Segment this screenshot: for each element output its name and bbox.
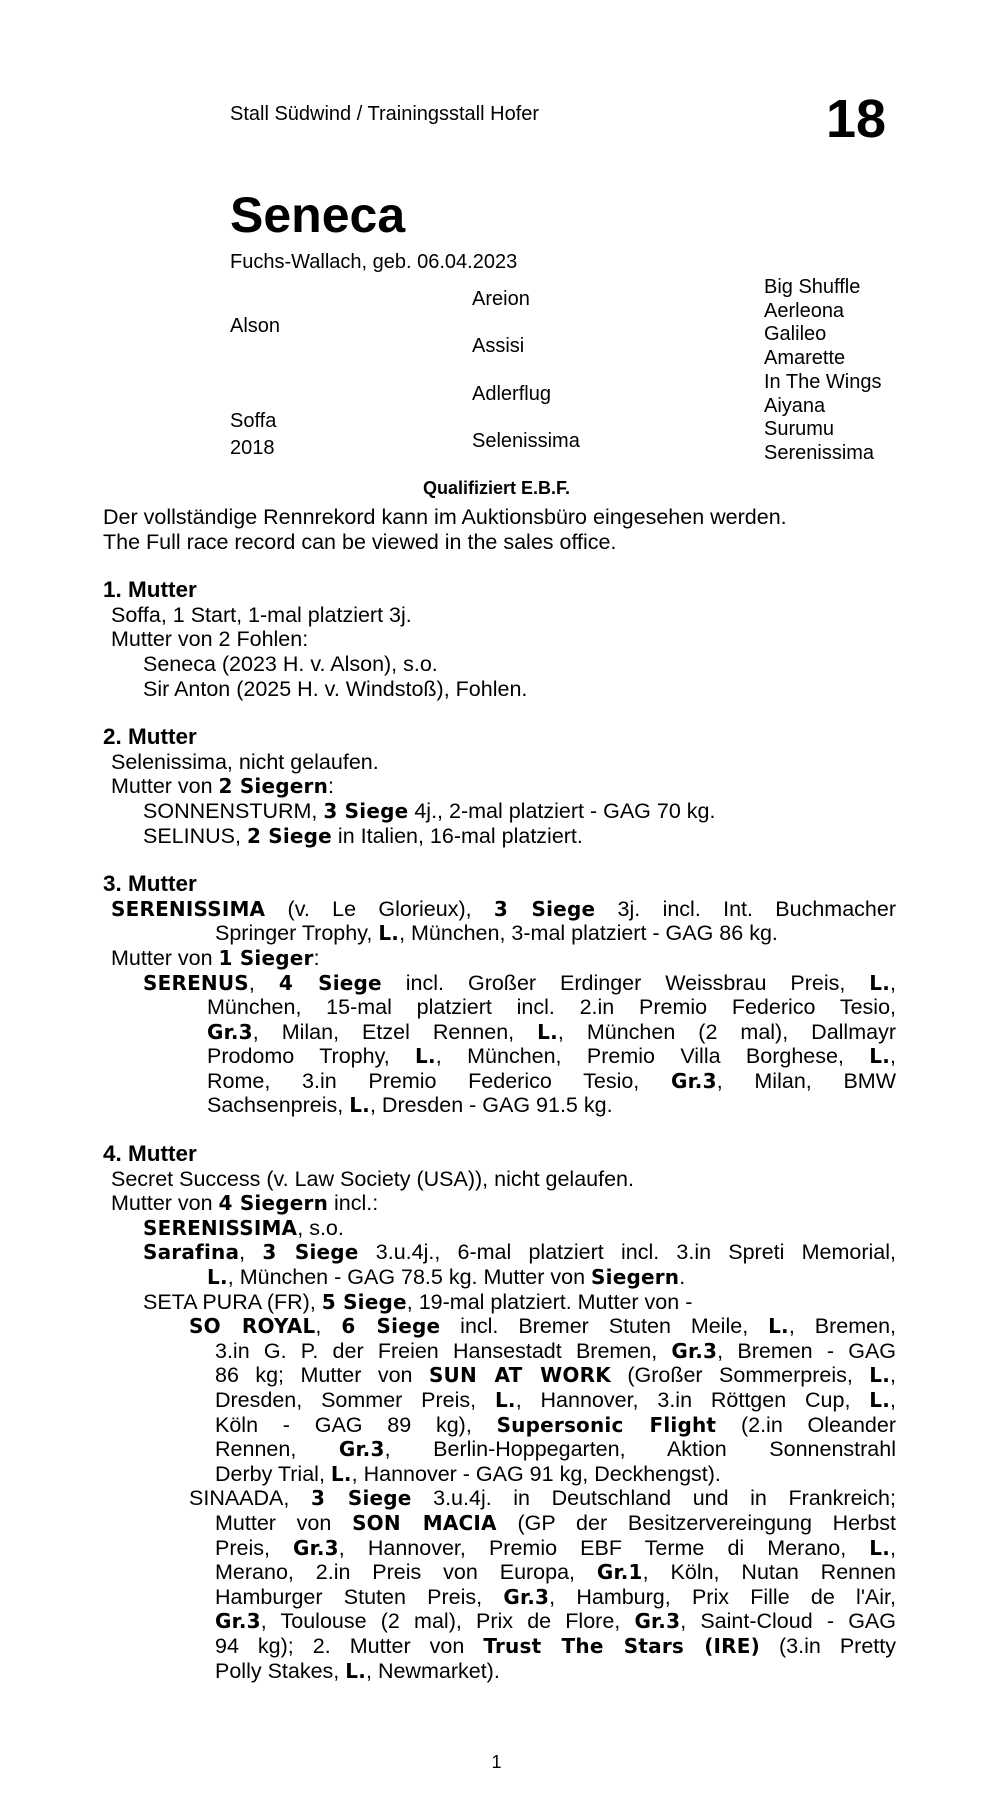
page-number: 1 bbox=[491, 1752, 502, 1772]
grand-foal-line bbox=[103, 1462, 896, 1487]
text: Sachsenpreis, bbox=[207, 1093, 350, 1118]
text-bold: L. bbox=[869, 970, 891, 995]
text-bold: SON MACIA bbox=[352, 1510, 497, 1535]
horse-name: Seneca bbox=[230, 187, 406, 243]
text-bold: L. bbox=[768, 1314, 789, 1339]
text-bold: SO ROYAL bbox=[189, 1314, 316, 1339]
text: 3j. incl. Int. Buchmacher bbox=[595, 896, 896, 921]
text-bold: 3 Siege bbox=[262, 1240, 359, 1265]
text-bold: L. bbox=[537, 1019, 558, 1044]
fourth-dam-summary: Secret Success (v. Law Society (USA)), nicht gelaufen. bbox=[111, 1166, 634, 1191]
text-bold: SUN AT WORK bbox=[428, 1363, 611, 1388]
text: , Hannover, Premio EBF Terme di Merano, bbox=[338, 1535, 870, 1560]
text: , Milan, Etzel Rennen, bbox=[252, 1019, 538, 1044]
text: (v. Le Glorieux), bbox=[265, 896, 494, 921]
text-bold: Gr.3 bbox=[670, 1068, 717, 1093]
pedigree-great-grandparent: Aerleona bbox=[764, 300, 845, 322]
third-dam-mother-of bbox=[103, 946, 896, 971]
text: Polly Stakes, bbox=[215, 1658, 346, 1683]
text: , Köln, Nutan Rennen bbox=[642, 1560, 896, 1585]
text: Rome, 3.in Premio Federico Tesio, bbox=[207, 1068, 671, 1093]
text: Springer Trophy, bbox=[215, 921, 379, 946]
text-bold: L. bbox=[494, 1388, 516, 1412]
qualification: Qualifiziert E.B.F. bbox=[422, 478, 571, 498]
text: (GP der Besitzervereingung Herbst bbox=[496, 1510, 896, 1535]
third-dam-foal-line bbox=[103, 995, 896, 1020]
pedigree-great-grandparent: Big Shuffle bbox=[764, 276, 861, 298]
text: . bbox=[679, 1265, 686, 1290]
text-bold: L. bbox=[207, 1265, 228, 1290]
text: München, 15-mal platziert incl. 2.in Premio Federico Tesio, bbox=[207, 995, 896, 1020]
text: Mutter von bbox=[111, 1191, 219, 1216]
pedigree-sire: Alson bbox=[230, 315, 281, 337]
text: Rennen, bbox=[215, 1437, 339, 1462]
text-bold: 3 Siege bbox=[493, 896, 596, 921]
fourth-dam-heading: 4. Mutter bbox=[103, 1141, 197, 1167]
text: SONNENSTURM, bbox=[143, 798, 324, 823]
text: Derby Trial, bbox=[215, 1461, 331, 1486]
third-dam-line bbox=[103, 921, 896, 946]
second-dam-foal bbox=[103, 799, 896, 824]
text: 3.u.4j., 6-mal platziert incl. 3.in Spreti Memorial, bbox=[358, 1240, 897, 1265]
text-bold: SERENISSIMA bbox=[111, 896, 266, 921]
text-bold: Gr.3 bbox=[215, 1609, 261, 1634]
third-dam-foal-line bbox=[103, 1069, 896, 1094]
text-bold: 3 Siege bbox=[323, 798, 409, 823]
text: (Großer Sommerpreis, bbox=[610, 1363, 870, 1388]
second-dam-foal bbox=[103, 824, 896, 849]
grand-foal-line bbox=[103, 1536, 896, 1561]
text: , bbox=[239, 1240, 263, 1265]
text: (3.in Pretty bbox=[760, 1633, 896, 1658]
text: Merano, 2.in Preis von Europa, bbox=[215, 1560, 597, 1585]
third-dam-foal-line bbox=[103, 1020, 896, 1045]
text: Mutter von bbox=[111, 774, 219, 799]
text: Hamburger Stuten Preis, bbox=[215, 1584, 504, 1609]
pedigree-great-grandparent: In The Wings bbox=[764, 371, 882, 393]
second-dam-heading: 2. Mutter bbox=[103, 724, 197, 750]
fourth-dam-foal bbox=[103, 1290, 896, 1315]
pedigree-great-grandparent: Serenissima bbox=[764, 442, 875, 464]
text-bold: Gr.3 bbox=[338, 1437, 385, 1462]
text: , s.o. bbox=[297, 1215, 344, 1240]
grand-foal-line bbox=[103, 1339, 896, 1364]
text: , Hannover, 3.in Röttgen Cup, bbox=[515, 1388, 870, 1412]
catalogue-body bbox=[103, 505, 896, 1683]
grand-foal-line bbox=[103, 1560, 896, 1585]
third-dam-heading: 3. Mutter bbox=[103, 871, 197, 897]
grand-foal-line bbox=[103, 1437, 896, 1462]
grand-foal-line bbox=[103, 1659, 896, 1684]
text-bold: Gr.3 bbox=[293, 1535, 339, 1560]
text-bold: Gr.3 bbox=[207, 1019, 253, 1044]
text-bold: 3 Siege bbox=[310, 1486, 412, 1511]
text: , Bremen, bbox=[788, 1314, 896, 1339]
pedigree-dam: Soffa bbox=[230, 410, 277, 432]
third-dam-foal-line bbox=[103, 1093, 896, 1118]
text: , bbox=[315, 1314, 342, 1339]
grand-foal-line bbox=[103, 1388, 896, 1413]
grand-foal-line bbox=[103, 1413, 896, 1438]
text-bold: L. bbox=[869, 1388, 891, 1412]
pedigree-great-grandparent: Aiyana bbox=[764, 395, 826, 417]
text-bold: L. bbox=[378, 921, 400, 946]
text: Mutter von bbox=[111, 945, 219, 970]
text: 86 kg; Mutter von bbox=[215, 1363, 429, 1388]
pedigree-grandparent: Adlerflug bbox=[472, 383, 551, 405]
text: , Newmarket). bbox=[366, 1658, 500, 1683]
text-bold: Gr.3 bbox=[634, 1609, 681, 1634]
text-bold: SERENUS bbox=[143, 970, 249, 995]
first-dam-summary: Soffa, 1 Start, 1-mal platziert 3j. bbox=[111, 602, 412, 627]
pedigree-great-grandparent: Galileo bbox=[764, 323, 827, 345]
text: , bbox=[890, 1044, 897, 1069]
first-dam-foal: Sir Anton (2025 H. v. Windstoß), Fohlen. bbox=[143, 676, 528, 701]
grand-foal-line bbox=[103, 1634, 896, 1659]
text-bold: 4 Siege bbox=[278, 970, 382, 995]
text-bold: L. bbox=[869, 1363, 891, 1388]
grand-foal-line bbox=[103, 1314, 896, 1339]
text-bold: 2 Siege bbox=[246, 823, 332, 848]
text-bold: Sarafina bbox=[143, 1240, 240, 1265]
text: 4j., 2-mal platziert - GAG 70 kg. bbox=[408, 798, 716, 823]
text: , Bremen - GAG bbox=[717, 1338, 897, 1363]
text: , München, Premio Villa Borghese, bbox=[435, 1044, 870, 1069]
text: , bbox=[890, 1535, 896, 1560]
text: Dresden, Sommer Preis, bbox=[215, 1388, 495, 1412]
text: 3.in G. P. der Freien Hansestadt Bremen, bbox=[215, 1338, 672, 1363]
text: , bbox=[248, 970, 279, 995]
text: , Saint-Cloud - GAG bbox=[680, 1609, 896, 1634]
second-dam-summary: Selenissima, nicht gelaufen. bbox=[111, 749, 379, 774]
text: Mutter von bbox=[215, 1510, 353, 1535]
text: : bbox=[328, 774, 335, 799]
text-bold: 6 Siege bbox=[341, 1314, 441, 1339]
text-bold: 2 Siegern bbox=[218, 774, 329, 799]
text-bold: 1 Sieger bbox=[218, 945, 314, 970]
pedigree-grandparent: Areion bbox=[472, 288, 530, 310]
text-bold: L. bbox=[345, 1658, 366, 1683]
text-bold: Supersonic Flight bbox=[496, 1412, 717, 1437]
text: incl. Bremer Stuten Meile, bbox=[440, 1314, 769, 1339]
text: SELINUS, bbox=[143, 823, 247, 848]
text: , München, 3-mal platziert - GAG 86 kg. bbox=[399, 921, 778, 946]
text: , bbox=[890, 1388, 896, 1412]
text: incl.: bbox=[328, 1191, 379, 1216]
grand-foal-line bbox=[103, 1486, 896, 1511]
text: , Milan, BMW bbox=[716, 1068, 896, 1093]
text-bold: Gr.1 bbox=[596, 1560, 643, 1585]
text: 3.u.4j. in Deutschland und in Frankreich; bbox=[411, 1486, 896, 1511]
text: 94 kg); 2. Mutter von bbox=[215, 1633, 484, 1658]
text: SETA PURA (FR), bbox=[143, 1289, 322, 1314]
text: in Italien, 16-mal platziert. bbox=[331, 823, 583, 848]
text: (2.in Oleander bbox=[716, 1412, 896, 1437]
text-bold: L. bbox=[349, 1093, 370, 1118]
second-dam-mother-of bbox=[103, 774, 896, 799]
text: incl. Großer Erdinger Weissbrau Preis, bbox=[381, 970, 870, 995]
text: , München - GAG 78.5 kg. Mutter von bbox=[227, 1265, 592, 1290]
text: , bbox=[890, 970, 897, 995]
text: , Hamburg, Prix Fille de l'Air, bbox=[549, 1584, 896, 1609]
text: Köln - GAG 89 kg), bbox=[215, 1412, 497, 1437]
grand-foal-line bbox=[103, 1511, 896, 1536]
text: , Berlin-Hoppegarten, Aktion Sonnenstrahl bbox=[384, 1437, 896, 1462]
pedigree-grandparent: Assisi bbox=[472, 335, 525, 357]
fourth-dam-mother-of bbox=[103, 1191, 896, 1216]
lot-number: 18 bbox=[826, 89, 887, 149]
race-record-note-de: Der vollständige Rennrekord kann im Auktionsbüro eingesehen werden. bbox=[103, 505, 787, 529]
text: , bbox=[890, 1363, 896, 1388]
text: : bbox=[313, 945, 320, 970]
first-dam-heading: 1. Mutter bbox=[103, 577, 197, 603]
pedigree-great-grandparent: Surumu bbox=[764, 418, 835, 440]
text: SINAADA, bbox=[189, 1486, 311, 1511]
text: , München (2 mal), Dallmayr bbox=[557, 1019, 896, 1044]
text-bold: L. bbox=[869, 1044, 891, 1069]
text-bold: Gr.3 bbox=[503, 1584, 550, 1609]
first-dam-mother-of: Mutter von 2 Fohlen: bbox=[111, 627, 309, 652]
text: Preis, bbox=[215, 1535, 294, 1560]
fourth-dam-foal bbox=[103, 1265, 896, 1290]
pedigree-great-grandparent: Amarette bbox=[764, 347, 846, 369]
fourth-dam-foal bbox=[103, 1216, 896, 1241]
stable-name: Stall Südwind / Trainingsstall Hofer bbox=[230, 103, 540, 125]
grand-foal-line bbox=[103, 1609, 896, 1634]
text-bold: Gr.3 bbox=[671, 1338, 718, 1363]
text: , Dresden - GAG 91.5 kg. bbox=[369, 1093, 613, 1118]
text-bold: L. bbox=[330, 1461, 352, 1486]
fourth-dam-foal bbox=[103, 1240, 896, 1265]
text-bold: SERENISSIMA bbox=[143, 1215, 298, 1240]
third-dam-line bbox=[103, 897, 896, 922]
third-dam-foal-line bbox=[103, 1044, 896, 1069]
text: , 19-mal platziert. Mutter von - bbox=[406, 1289, 693, 1314]
text-bold: L. bbox=[415, 1044, 436, 1069]
text: , Hannover - GAG 91 kg, Deckhengst). bbox=[351, 1461, 721, 1486]
first-dam-foal: Seneca (2023 H. v. Alson), s.o. bbox=[143, 651, 438, 676]
pedigree-dam-year: 2018 bbox=[230, 437, 275, 459]
text-bold: 5 Siege bbox=[321, 1289, 407, 1314]
text-bold: 4 Siegern bbox=[218, 1191, 329, 1216]
text-bold: Siegern bbox=[591, 1265, 680, 1290]
text: Prodomo Trophy, bbox=[207, 1044, 416, 1069]
text-bold: Trust The Stars (IRE) bbox=[483, 1633, 760, 1658]
text-bold: L. bbox=[869, 1535, 891, 1560]
horse-description: Fuchs-Wallach, geb. 06.04.2023 bbox=[230, 251, 518, 273]
grand-foal-line bbox=[103, 1363, 896, 1388]
pedigree-grandparent: Selenissima bbox=[472, 430, 580, 452]
third-dam-foal-line bbox=[103, 971, 896, 996]
grand-foal-line bbox=[103, 1585, 896, 1610]
text: , Toulouse (2 mal), Prix de Flore, bbox=[260, 1609, 635, 1634]
race-record-note-en: The Full race record can be viewed in the sales office. bbox=[103, 529, 617, 554]
